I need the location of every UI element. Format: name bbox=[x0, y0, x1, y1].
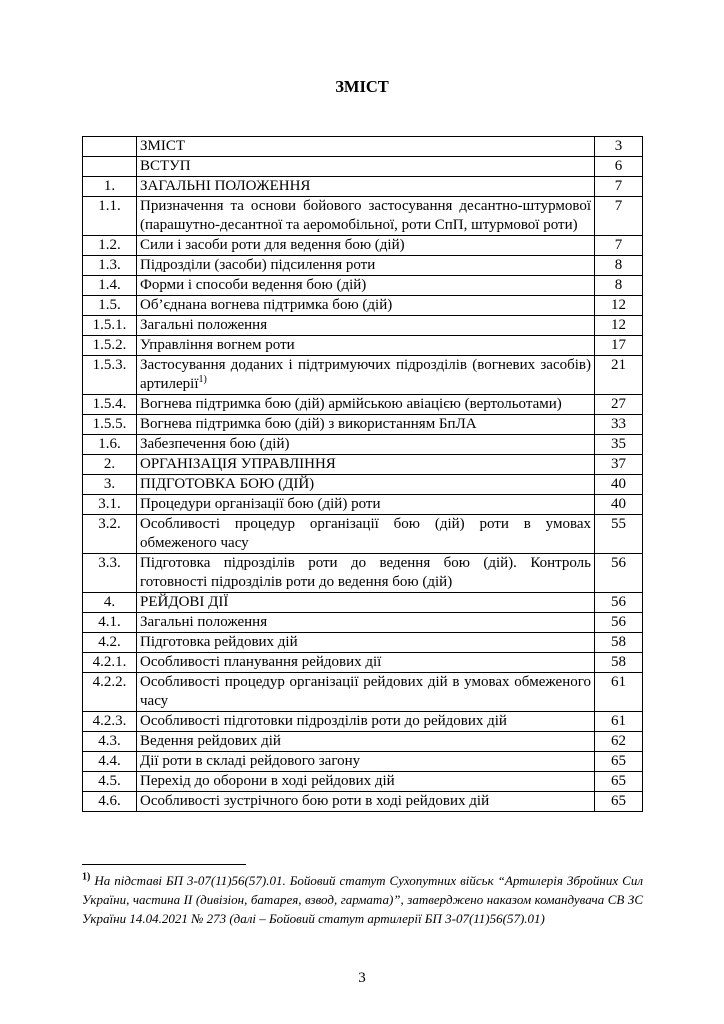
toc-section-number: 1. bbox=[83, 177, 137, 197]
toc-section-title bbox=[137, 653, 595, 673]
toc-page-number: 37 bbox=[595, 455, 643, 475]
toc-section-title bbox=[137, 197, 595, 236]
toc-section-title-text: ЗМІСТ bbox=[140, 138, 186, 154]
toc-section-title bbox=[137, 157, 595, 177]
toc-section-title bbox=[137, 515, 595, 554]
toc-section-number: 4.5. bbox=[83, 772, 137, 792]
toc-section-number bbox=[83, 137, 137, 157]
toc-section-title bbox=[137, 593, 595, 613]
toc-section-title-text: Сили і засоби роти для ведення бою (дій) bbox=[140, 237, 405, 253]
toc-section-number: 1.6. bbox=[83, 435, 137, 455]
toc-section-number: 4.2. bbox=[83, 633, 137, 653]
toc-section-title bbox=[137, 455, 595, 475]
toc-section-number: 2. bbox=[83, 455, 137, 475]
toc-section-title-text: Об’єднана вогнева підтримка бою (дій) bbox=[140, 297, 393, 313]
toc-page-number: 61 bbox=[595, 673, 643, 712]
toc-section-title-text: Особливості планування рейдових дії bbox=[140, 654, 382, 670]
toc-row bbox=[83, 415, 643, 435]
toc-section-title bbox=[137, 712, 595, 732]
toc-row bbox=[83, 356, 643, 395]
toc-section-number: 1.2. bbox=[83, 236, 137, 256]
toc-page-number: 12 bbox=[595, 296, 643, 316]
toc-section-title bbox=[137, 356, 595, 395]
toc-page-number: 55 bbox=[595, 515, 643, 554]
toc-row bbox=[83, 455, 643, 475]
toc-section-title-text: Дії роти в складі рейдового загону bbox=[140, 753, 361, 769]
toc-page-number: 12 bbox=[595, 316, 643, 336]
toc-section-title-text: РЕЙДОВІ ДІЇ bbox=[140, 594, 229, 610]
toc-row bbox=[83, 256, 643, 276]
toc-section-title bbox=[137, 732, 595, 752]
toc-section-number bbox=[83, 157, 137, 177]
toc-section-number: 1.5.3. bbox=[83, 356, 137, 395]
toc-section-title-text: ВСТУП bbox=[140, 158, 191, 174]
toc-row bbox=[83, 515, 643, 554]
toc-section-title-text: Загальні положення bbox=[140, 317, 268, 333]
toc-page-number: 27 bbox=[595, 395, 643, 415]
toc-section-title bbox=[137, 613, 595, 633]
toc-page-number: 7 bbox=[595, 197, 643, 236]
toc-section-title bbox=[137, 554, 595, 593]
toc-page-number: 35 bbox=[595, 435, 643, 455]
toc-section-number: 1.5.1. bbox=[83, 316, 137, 336]
toc-section-number: 4. bbox=[83, 593, 137, 613]
toc-page-number: 7 bbox=[595, 177, 643, 197]
toc-section-number: 1.5. bbox=[83, 296, 137, 316]
toc-section-title-text: Вогнева підтримка бою (дій) з використанням БпЛА bbox=[140, 416, 477, 432]
toc-section-number: 4.2.2. bbox=[83, 673, 137, 712]
toc-section-title bbox=[137, 495, 595, 515]
toc-row bbox=[83, 673, 643, 712]
toc-row bbox=[83, 197, 643, 236]
toc-section-number: 4.4. bbox=[83, 752, 137, 772]
toc-section-number: 4.2.3. bbox=[83, 712, 137, 732]
toc-section-number: 3. bbox=[83, 475, 137, 495]
toc-section-title bbox=[137, 256, 595, 276]
toc-section-title bbox=[137, 316, 595, 336]
toc-row bbox=[83, 712, 643, 732]
toc-section-title-text: Форми і способи ведення бою (дій) bbox=[140, 277, 367, 293]
toc-section-title-text: Підготовка підрозділів роти до ведення бою (дій). Контроль готовності підрозділів роти до ведення бою (дій) bbox=[140, 555, 591, 590]
toc-section-title-text: Підготовка рейдових дій bbox=[140, 634, 298, 650]
toc-section-number: 4.3. bbox=[83, 732, 137, 752]
toc-page-number: 56 bbox=[595, 554, 643, 593]
toc-row bbox=[83, 395, 643, 415]
footnote-mark: 1) bbox=[82, 871, 91, 883]
footnote bbox=[82, 871, 643, 928]
toc-section-title bbox=[137, 772, 595, 792]
toc-section-number: 1.4. bbox=[83, 276, 137, 296]
toc-section-number: 4.2.1. bbox=[83, 653, 137, 673]
toc-section-title-text: Особливості підготовки підрозділів роти до рейдових дій bbox=[140, 713, 507, 729]
toc-row bbox=[83, 177, 643, 197]
toc-section-title-text: Вогнева підтримка бою (дій) армійською авіацією (вертольотами) bbox=[140, 396, 562, 412]
toc-page-number: 6 bbox=[595, 157, 643, 177]
toc-section-title bbox=[137, 415, 595, 435]
toc-section-title-text: ЗАГАЛЬНІ ПОЛОЖЕННЯ bbox=[140, 178, 311, 194]
footnote-reference: 1) bbox=[198, 374, 207, 385]
toc-section-number: 4.1. bbox=[83, 613, 137, 633]
toc-page-number: 40 bbox=[595, 475, 643, 495]
toc-row bbox=[83, 732, 643, 752]
toc-row bbox=[83, 475, 643, 495]
toc-section-number: 3.1. bbox=[83, 495, 137, 515]
toc-page-number: 65 bbox=[595, 792, 643, 812]
toc-section-title-text: ОРГАНІЗАЦІЯ УПРАВЛІННЯ bbox=[140, 456, 336, 472]
toc-section-title bbox=[137, 395, 595, 415]
toc-row bbox=[83, 316, 643, 336]
toc-section-title bbox=[137, 276, 595, 296]
toc-section-title bbox=[137, 137, 595, 157]
toc-section-title bbox=[137, 633, 595, 653]
toc-row bbox=[83, 236, 643, 256]
toc-section-number: 1.5.2. bbox=[83, 336, 137, 356]
toc-row bbox=[83, 137, 643, 157]
toc-page-number: 58 bbox=[595, 633, 643, 653]
toc-page-number: 8 bbox=[595, 276, 643, 296]
toc-section-title-text: Управління вогнем роти bbox=[140, 337, 295, 353]
toc-section-title bbox=[137, 336, 595, 356]
footnote-divider bbox=[82, 864, 246, 865]
toc-section-title bbox=[137, 236, 595, 256]
toc-page-number: 3 bbox=[595, 137, 643, 157]
toc-section-number: 1.5.5. bbox=[83, 415, 137, 435]
toc-section-title-text: Підрозділи (засоби) підсилення роти bbox=[140, 257, 376, 273]
toc-page-number: 40 bbox=[595, 495, 643, 515]
toc-row bbox=[83, 633, 643, 653]
toc-section-title-text: Призначення та основи бойового застосування десантно-штурмової (парашутно-десантної та аеромобільної, роти СпП, штурмової роти) bbox=[140, 198, 591, 233]
toc-page-number: 65 bbox=[595, 752, 643, 772]
toc-section-title-text: Загальні положення bbox=[140, 614, 268, 630]
toc-section-title-text: Перехід до оборони в ході рейдових дій bbox=[140, 773, 395, 789]
toc-row bbox=[83, 593, 643, 613]
toc-page-number: 56 bbox=[595, 613, 643, 633]
toc-row bbox=[83, 157, 643, 177]
toc-section-number: 3.3. bbox=[83, 554, 137, 593]
toc-section-title bbox=[137, 673, 595, 712]
toc-section-title-text: Особливості процедур організації бою (дій) роти в умовах обмеженого часу bbox=[140, 516, 591, 551]
toc-page-number: 58 bbox=[595, 653, 643, 673]
page-number: 3 bbox=[358, 970, 366, 986]
toc-row bbox=[83, 613, 643, 633]
toc-section-title-text: Особливості процедур організації рейдових дій в умовах обмеженого часу bbox=[140, 674, 591, 709]
toc-body bbox=[83, 137, 643, 812]
toc-row bbox=[83, 276, 643, 296]
toc-page-number: 33 bbox=[595, 415, 643, 435]
toc-row bbox=[83, 653, 643, 673]
toc-section-title bbox=[137, 475, 595, 495]
toc-section-title bbox=[137, 435, 595, 455]
toc-section-number: 1.3. bbox=[83, 256, 137, 276]
toc-page-number: 21 bbox=[595, 356, 643, 395]
footnote-text: На підставі БП 3-07(11)56(57).01. Бойовий статут Сухопутних військ “Артилерія Збройних Сил України, частина ІІ (дивізіон, батарея, взвод, гармата)”, затверджено наказом командувача СВ ЗС України 14.04.2021 № 273 (далі – Бойовий статут артилерії БП 3-07(11)56(57).01) bbox=[82, 873, 643, 926]
toc-row bbox=[83, 554, 643, 593]
toc-section-title-text: ПІДГОТОВКА БОЮ (ДІЙ) bbox=[140, 476, 315, 492]
toc-row bbox=[83, 792, 643, 812]
toc-section-title bbox=[137, 296, 595, 316]
toc-section-number: 1.5.4. bbox=[83, 395, 137, 415]
page-title: ЗМІСТ bbox=[335, 77, 389, 96]
toc-page-number: 65 bbox=[595, 772, 643, 792]
toc-page-number: 17 bbox=[595, 336, 643, 356]
toc-row bbox=[83, 495, 643, 515]
toc-row bbox=[83, 336, 643, 356]
toc-row bbox=[83, 435, 643, 455]
toc-page-number: 56 bbox=[595, 593, 643, 613]
toc-section-title bbox=[137, 177, 595, 197]
toc-section-title-text: Особливості зустрічного бою роти в ході рейдових дій bbox=[140, 793, 490, 809]
toc-page-number: 8 bbox=[595, 256, 643, 276]
toc-row bbox=[83, 752, 643, 772]
toc-page-number: 61 bbox=[595, 712, 643, 732]
toc-section-number: 4.6. bbox=[83, 792, 137, 812]
toc-section-title-text: Забезпечення бою (дій) bbox=[140, 436, 290, 452]
toc-section-title-text: Ведення рейдових дій bbox=[140, 733, 281, 749]
table-of-contents bbox=[82, 136, 643, 812]
toc-section-number: 1.1. bbox=[83, 197, 137, 236]
toc-section-title bbox=[137, 792, 595, 812]
toc-section-title-text: Застосування доданих і підтримуючих підрозділів (вогневих засобів) артилерії bbox=[140, 357, 591, 392]
toc-page-number: 62 bbox=[595, 732, 643, 752]
toc-page-number: 7 bbox=[595, 236, 643, 256]
toc-row bbox=[83, 296, 643, 316]
toc-section-title bbox=[137, 752, 595, 772]
toc-section-title-text: Процедури організації бою (дій) роти bbox=[140, 496, 381, 512]
toc-section-number: 3.2. bbox=[83, 515, 137, 554]
toc-row bbox=[83, 772, 643, 792]
